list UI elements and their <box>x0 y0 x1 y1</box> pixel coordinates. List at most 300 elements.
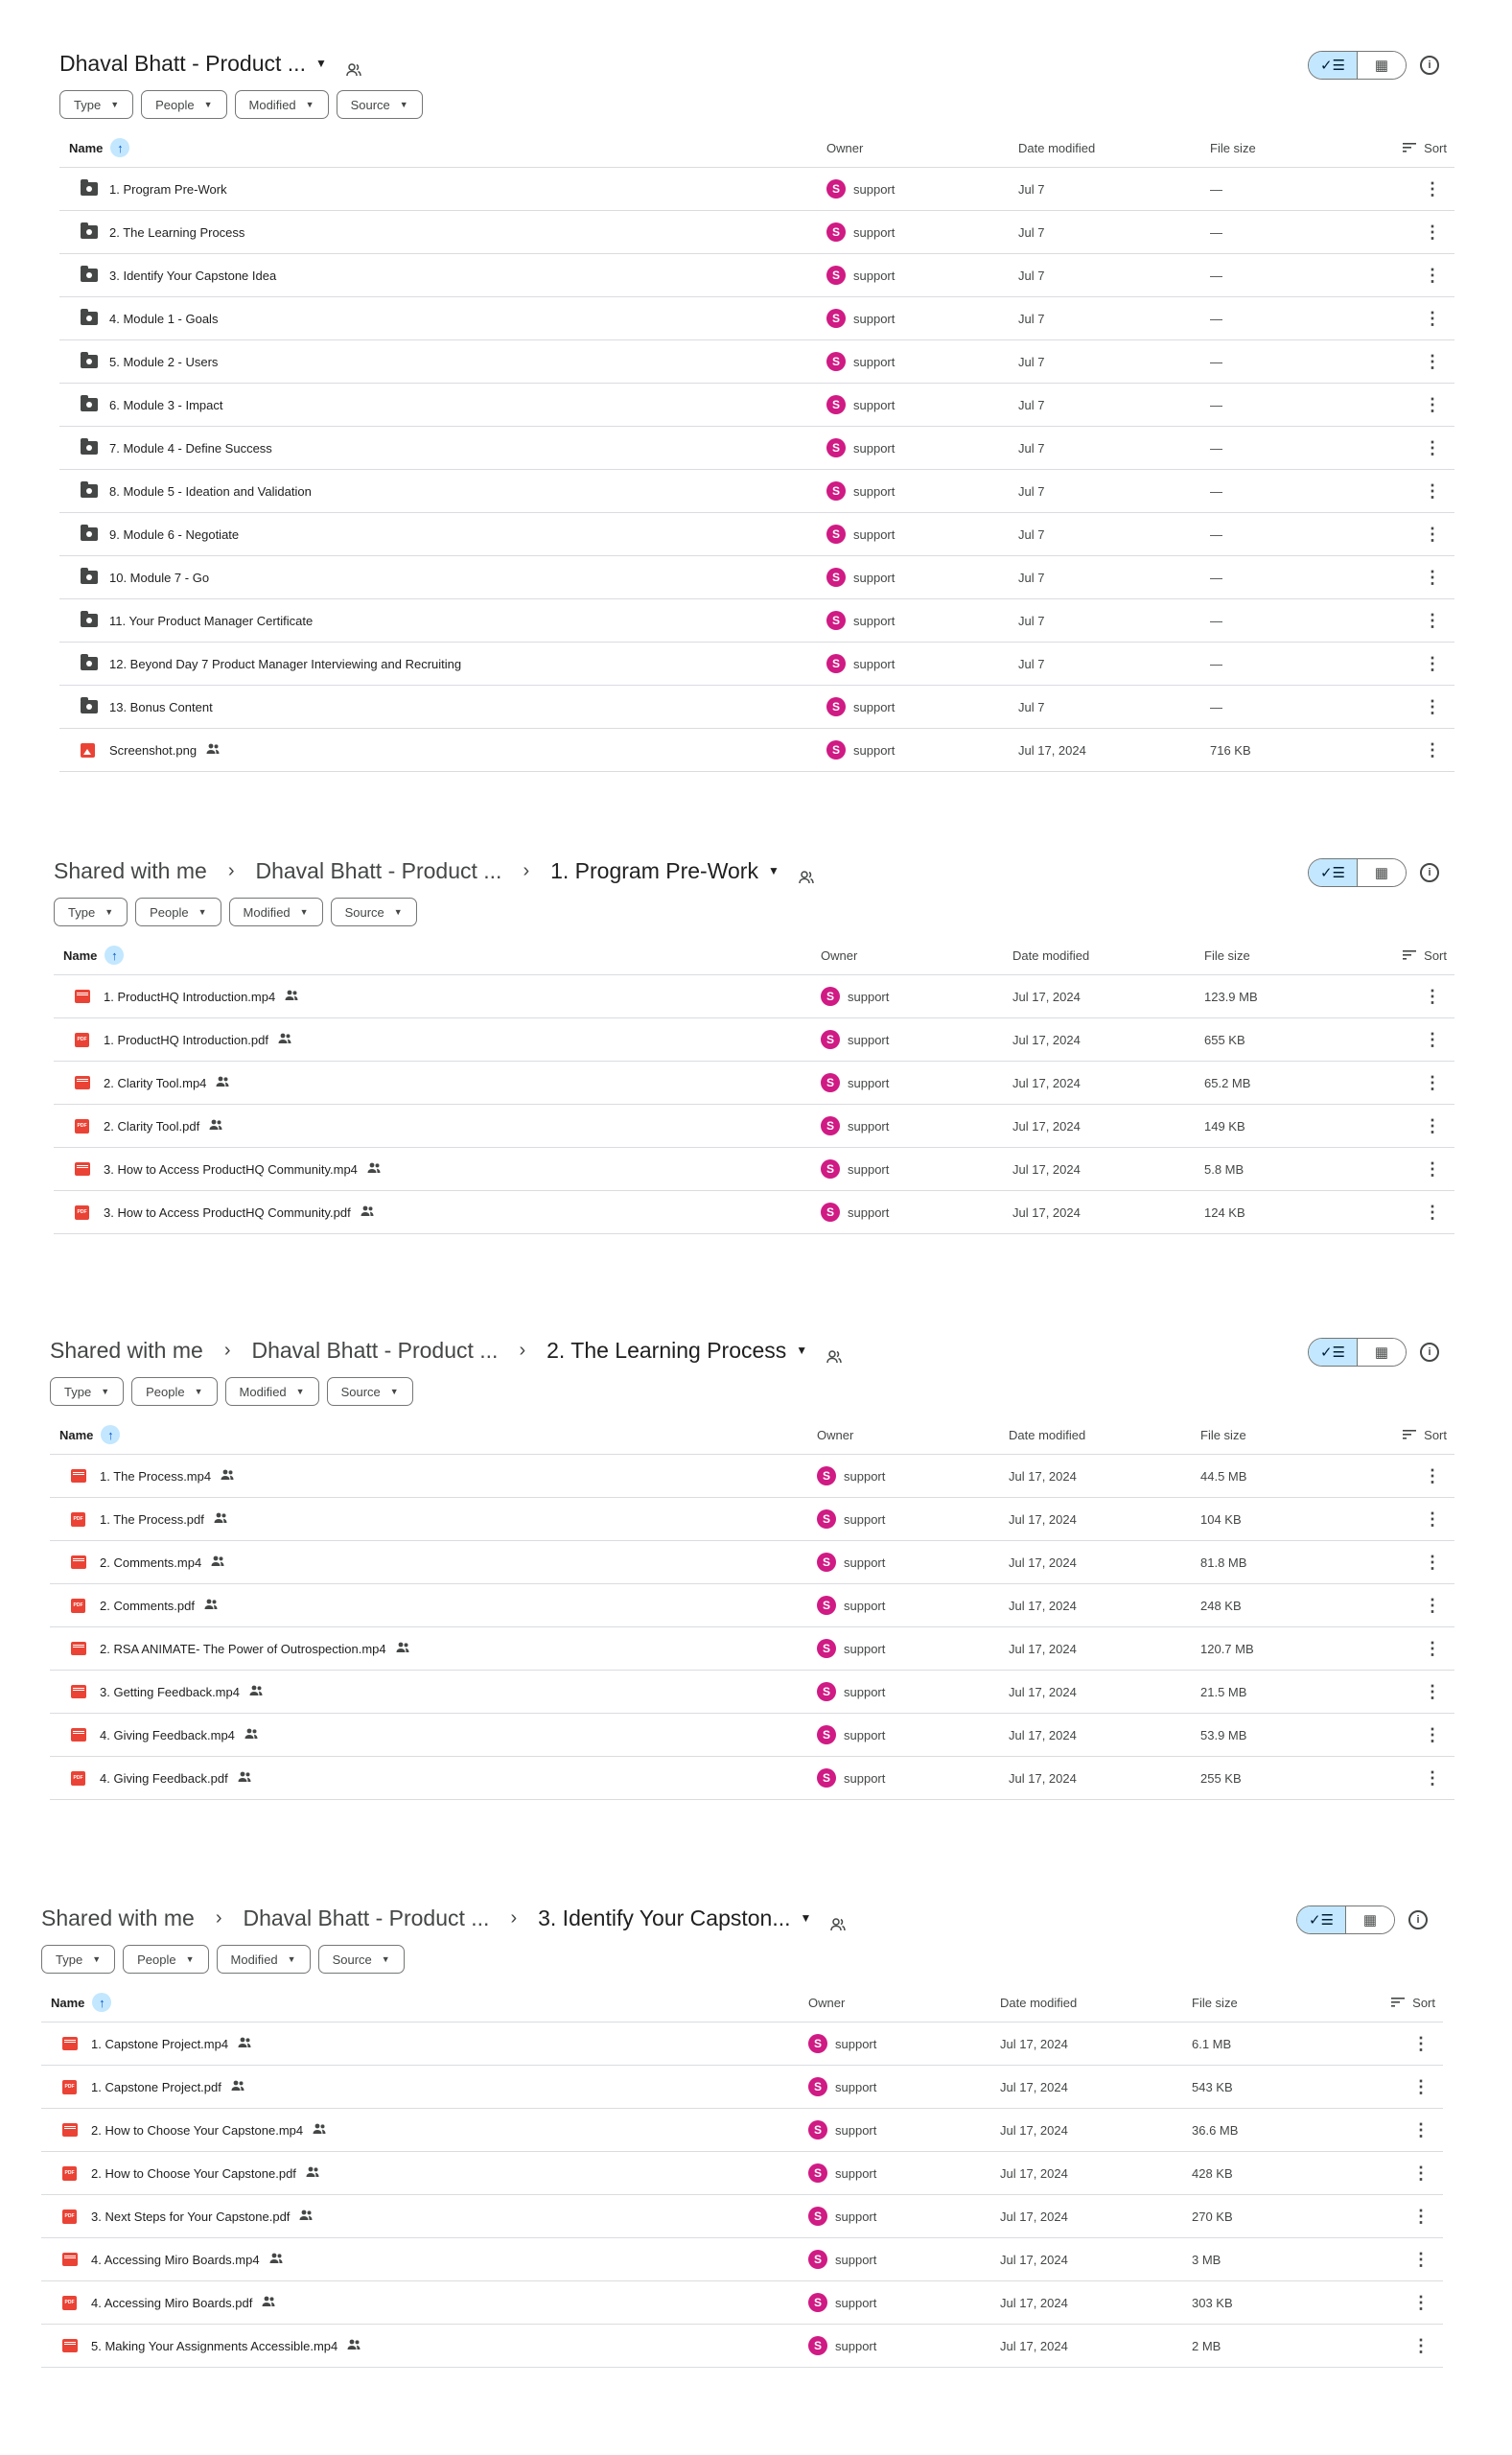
owner-name: support <box>848 1161 890 1177</box>
filter-chip-type[interactable] <box>41 1945 115 1974</box>
pdf-badge-text: PDF <box>73 1775 83 1781</box>
file-name[interactable]: 1. ProductHQ Introduction.mp4 <box>104 989 276 1004</box>
file-name-cell <box>109 513 239 555</box>
file-name[interactable]: 7. Module 4 - Define Success <box>109 440 272 456</box>
more-actions-icon[interactable]: ⋮ <box>1412 2076 1430 2096</box>
avatar: S <box>808 2293 827 2312</box>
breadcrumb-link[interactable]: Dhaval Bhatt - Product ... <box>255 857 502 883</box>
sort-ascending-icon[interactable]: ↑ <box>110 138 129 157</box>
more-actions-icon[interactable]: ⋮ <box>1412 2292 1430 2312</box>
file-name[interactable]: 1. ProductHQ Introduction.pdf <box>104 1032 268 1047</box>
table-row[interactable] <box>54 1018 1454 1062</box>
file-name-cell <box>109 211 244 253</box>
table-row[interactable] <box>50 1584 1454 1627</box>
sort-label: Sort <box>1424 140 1447 155</box>
view-controls <box>1296 1906 1428 1934</box>
more-actions-icon[interactable]: ⋮ <box>1424 1508 1441 1529</box>
file-size: 65.2 MB <box>1204 1075 1251 1090</box>
file-name[interactable]: 2. The Learning Process <box>109 224 245 240</box>
owner-cell <box>808 2152 876 2194</box>
file-size: 104 KB <box>1200 1511 1242 1527</box>
file-name[interactable]: 2. RSA ANIMATE- The Power of Outrospection.mp4 <box>100 1641 386 1656</box>
more-actions-icon[interactable]: ⋮ <box>1424 1552 1441 1572</box>
breadcrumb-current-folder[interactable]: 1. Program Pre-Work <box>550 857 758 883</box>
table-row[interactable] <box>59 470 1454 513</box>
file-size: 543 KB <box>1192 2079 1233 2094</box>
image-file-icon <box>81 729 95 771</box>
more-actions-icon[interactable]: ⋮ <box>1424 265 1441 285</box>
file-name-cell <box>91 2109 326 2151</box>
filter-chip-label: Source <box>350 97 390 112</box>
breadcrumb-link[interactable]: Shared with me <box>41 1905 195 1930</box>
table-row[interactable] <box>50 1455 1454 1498</box>
file-name[interactable]: 3. Identify Your Capstone Idea <box>109 268 277 283</box>
breadcrumb-link[interactable]: Shared with me <box>54 857 207 883</box>
video-file-icon <box>75 975 90 1017</box>
column-header-file-size[interactable]: File size <box>1210 140 1256 155</box>
pdf-file-icon <box>62 2066 77 2108</box>
filter-chip-modified[interactable] <box>217 1945 311 1974</box>
owner-cell <box>821 1062 889 1104</box>
file-size: — <box>1210 570 1222 585</box>
file-name[interactable]: 4. Accessing Miro Boards.mp4 <box>91 2252 260 2267</box>
avatar: S <box>817 1466 836 1485</box>
pdf-file-icon <box>71 1584 85 1626</box>
file-name-cell <box>109 427 272 469</box>
table-row[interactable] <box>54 1148 1454 1191</box>
filter-chip-source[interactable] <box>337 90 423 119</box>
file-name[interactable]: 10. Module 7 - Go <box>109 570 210 585</box>
table-row[interactable] <box>54 975 1454 1018</box>
owner-cell <box>826 643 895 685</box>
table-header <box>54 936 1454 975</box>
more-actions-icon[interactable]: ⋮ <box>1412 2119 1430 2139</box>
filter-chip-label: People <box>150 904 189 920</box>
info-icon[interactable]: i <box>1420 56 1439 75</box>
more-actions-icon[interactable]: ⋮ <box>1424 222 1441 242</box>
folder-file-icon <box>81 556 98 598</box>
filter-chip-people[interactable] <box>131 1377 217 1406</box>
file-name[interactable]: 2. Comments.pdf <box>100 1598 195 1613</box>
filter-chip-modified[interactable] <box>225 1377 319 1406</box>
column-header-file-size[interactable]: File size <box>1192 1995 1238 2010</box>
more-actions-icon[interactable]: ⋮ <box>1424 1115 1441 1135</box>
avatar: S <box>826 611 846 630</box>
grid-view-button[interactable]: ▦ <box>1358 859 1406 886</box>
avatar: S <box>808 2034 827 2053</box>
more-actions-icon[interactable]: ⋮ <box>1424 178 1441 199</box>
date-modified: Jul 17, 2024 <box>1000 2036 1068 2051</box>
filter-chip-people[interactable] <box>141 90 226 119</box>
file-name[interactable]: 4. Giving Feedback.pdf <box>100 1770 228 1786</box>
breadcrumb-current-folder[interactable]: 2. The Learning Process <box>547 1337 787 1363</box>
date-modified: Jul 17, 2024 <box>1000 2252 1068 2267</box>
date-modified: Jul 7 <box>1018 268 1045 283</box>
owner-cell <box>826 168 895 210</box>
file-name-cell <box>109 643 461 685</box>
shared-people-icon <box>262 2296 275 2310</box>
file-name[interactable]: 4. Accessing Miro Boards.pdf <box>91 2295 253 2310</box>
table-row[interactable] <box>50 1541 1454 1584</box>
column-header-name[interactable] <box>69 138 129 157</box>
sort-icon <box>1403 141 1416 155</box>
shared-folder-icon <box>81 657 98 670</box>
more-actions-icon[interactable]: ⋮ <box>1424 480 1441 501</box>
more-actions-icon[interactable]: ⋮ <box>1424 567 1441 587</box>
pdf-file-icon <box>71 1498 85 1540</box>
more-actions-icon[interactable]: ⋮ <box>1412 2163 1430 2183</box>
info-icon[interactable]: i <box>1408 1910 1428 1929</box>
table-row[interactable] <box>59 168 1454 211</box>
dropdown-arrow-icon: ▼ <box>185 1954 195 1964</box>
more-actions-icon[interactable]: ⋮ <box>1424 1638 1441 1658</box>
sort-ascending-icon[interactable]: ↑ <box>101 1425 120 1444</box>
file-name[interactable]: 8. Module 5 - Ideation and Validation <box>109 483 312 499</box>
file-name[interactable]: 2. How to Choose Your Capstone.mp4 <box>91 2122 304 2138</box>
sort-icon <box>1403 948 1416 963</box>
panel-header <box>41 1897 1443 1939</box>
pdf-badge-text: PDF <box>77 1209 87 1215</box>
folder-menu-caret-icon[interactable]: ▼ <box>314 57 327 70</box>
video-file-icon <box>75 1062 90 1104</box>
file-name[interactable]: 3. Getting Feedback.mp4 <box>100 1684 240 1699</box>
dropdown-arrow-icon: ▼ <box>110 100 120 109</box>
file-name[interactable]: 3. How to Access ProductHQ Community.pdf <box>104 1204 351 1220</box>
file-name[interactable]: 13. Bonus Content <box>109 699 213 714</box>
folder-menu-caret-icon[interactable]: ▼ <box>767 864 779 877</box>
table-row[interactable] <box>41 2109 1443 2152</box>
table-row[interactable] <box>59 729 1454 772</box>
date-modified: Jul 7 <box>1018 224 1045 240</box>
column-header-name-label: Name <box>69 140 104 155</box>
file-name[interactable]: 2. How to Choose Your Capstone.pdf <box>91 2165 296 2181</box>
sort-button[interactable] <box>1403 948 1447 963</box>
avatar: S <box>826 481 846 501</box>
file-name[interactable]: 4. Module 1 - Goals <box>109 311 219 326</box>
shared-folder-icon <box>81 398 98 411</box>
owner-cell <box>826 384 895 426</box>
shared-folder-icon <box>81 484 98 498</box>
filter-chip-type[interactable] <box>59 90 133 119</box>
table-row[interactable] <box>59 556 1454 599</box>
more-actions-icon[interactable]: ⋮ <box>1424 653 1441 673</box>
owner-cell <box>808 2281 876 2324</box>
more-actions-icon[interactable]: ⋮ <box>1424 610 1441 630</box>
owner-name: support <box>844 1727 886 1742</box>
shared-people-icon <box>221 1469 234 1484</box>
video-file-icon <box>71 1541 86 1583</box>
owner-cell <box>826 556 895 598</box>
table-row[interactable] <box>41 2066 1443 2109</box>
filter-chip-type[interactable] <box>54 898 128 926</box>
table-row[interactable] <box>41 2152 1443 2195</box>
more-actions-icon[interactable]: ⋮ <box>1424 394 1441 414</box>
file-name[interactable]: 2. Comments.mp4 <box>100 1555 202 1570</box>
file-name-cell <box>109 556 209 598</box>
table-row[interactable] <box>59 211 1454 254</box>
owner-name: support <box>835 2252 877 2267</box>
filter-chip-source[interactable] <box>327 1377 413 1406</box>
more-actions-icon[interactable]: ⋮ <box>1424 437 1441 457</box>
folder-menu-caret-icon[interactable]: ▼ <box>800 1911 812 1925</box>
file-name[interactable]: 2. Clarity Tool.pdf <box>104 1118 200 1134</box>
shared-people-icon <box>216 1076 229 1090</box>
shared-people-icon <box>278 1033 291 1047</box>
video-file-icon <box>71 1714 86 1756</box>
video-file-icon <box>71 1627 86 1670</box>
file-size: 44.5 MB <box>1200 1468 1247 1484</box>
file-size: — <box>1210 354 1222 369</box>
pdf-icon <box>62 2296 77 2310</box>
more-actions-icon[interactable]: ⋮ <box>1424 1465 1441 1485</box>
more-actions-icon[interactable]: ⋮ <box>1412 2033 1430 2053</box>
more-actions-icon[interactable]: ⋮ <box>1412 2249 1430 2269</box>
file-name[interactable]: 12. Beyond Day 7 Product Manager Interviewing and Recruiting <box>109 656 462 671</box>
filter-chip-modified[interactable] <box>235 90 329 119</box>
file-name-cell <box>100 1498 227 1540</box>
table-row[interactable] <box>54 1062 1454 1105</box>
more-actions-icon[interactable]: ⋮ <box>1424 1724 1441 1744</box>
file-name[interactable]: 1. Program Pre-Work <box>109 181 227 197</box>
file-name[interactable]: 11. Your Product Manager Certificate <box>109 613 314 628</box>
date-modified: Jul 17, 2024 <box>1012 1204 1081 1220</box>
file-name-cell <box>100 1714 258 1756</box>
avatar: S <box>817 1596 836 1615</box>
breadcrumb-link[interactable]: Dhaval Bhatt - Product ... <box>251 1337 499 1363</box>
video-icon <box>62 2123 78 2137</box>
breadcrumb-current-folder[interactable]: 3. Identify Your Capston... <box>538 1905 791 1930</box>
breadcrumb-link[interactable]: Dhaval Bhatt - Product ... <box>243 1905 490 1930</box>
column-header-file-size[interactable]: File size <box>1204 947 1250 963</box>
more-actions-icon[interactable]: ⋮ <box>1424 1681 1441 1701</box>
dropdown-arrow-icon: ▼ <box>389 1387 399 1396</box>
column-header-owner: Owner <box>826 140 864 155</box>
grid-view-button[interactable]: ▦ <box>1346 1906 1394 1933</box>
column-header-name-label: Name <box>63 947 98 963</box>
date-modified: Jul 7 <box>1018 483 1045 499</box>
list-view-button[interactable]: ✓☰ <box>1309 859 1358 886</box>
sort-label: Sort <box>1424 947 1447 963</box>
table-row[interactable] <box>59 340 1454 384</box>
avatar: S <box>821 1030 840 1049</box>
shared-people-icon <box>206 743 220 758</box>
more-actions-icon[interactable]: ⋮ <box>1424 696 1441 716</box>
video-file-icon <box>62 2109 78 2151</box>
column-header-name-label: Name <box>51 1995 85 2010</box>
file-size: 248 KB <box>1200 1598 1242 1613</box>
avatar: S <box>808 2207 827 2226</box>
pdf-file-icon <box>62 2195 77 2237</box>
column-header-date-modified[interactable]: Date modified <box>1009 1427 1086 1442</box>
list-view-button[interactable]: ✓☰ <box>1309 1339 1358 1366</box>
pdf-icon <box>71 1512 85 1527</box>
folder-menu-caret-icon[interactable]: ▼ <box>796 1344 808 1357</box>
pdf-icon <box>71 1771 85 1786</box>
breadcrumb-link[interactable]: Shared with me <box>50 1337 203 1363</box>
shared-people-icon <box>285 990 298 1004</box>
more-actions-icon[interactable]: ⋮ <box>1424 1202 1441 1222</box>
grid-view-button[interactable]: ▦ <box>1358 1339 1406 1366</box>
date-modified: Jul 17, 2024 <box>1000 2338 1068 2353</box>
filter-chip-type[interactable] <box>50 1377 124 1406</box>
table-row[interactable] <box>41 2325 1443 2368</box>
filter-chip-source[interactable] <box>331 898 417 926</box>
column-header-file-size[interactable]: File size <box>1200 1427 1246 1442</box>
table-row[interactable] <box>41 2022 1443 2066</box>
more-actions-icon[interactable]: ⋮ <box>1424 739 1441 760</box>
file-name[interactable]: 1. Capstone Project.pdf <box>91 2079 221 2094</box>
more-actions-icon[interactable]: ⋮ <box>1424 986 1441 1006</box>
filter-chip-source[interactable] <box>318 1945 405 1974</box>
avatar: S <box>826 309 846 328</box>
video-icon <box>71 1555 86 1569</box>
table-row[interactable] <box>50 1757 1454 1800</box>
breadcrumb <box>50 1338 842 1364</box>
file-name-cell <box>91 2281 275 2324</box>
table-header <box>41 1983 1443 2022</box>
table-row[interactable] <box>59 427 1454 470</box>
filter-chip-people[interactable] <box>135 898 221 926</box>
more-actions-icon[interactable]: ⋮ <box>1424 1029 1441 1049</box>
table-row[interactable] <box>59 297 1454 340</box>
file-name[interactable]: 5. Module 2 - Users <box>109 354 219 369</box>
more-actions-icon[interactable]: ⋮ <box>1424 351 1441 371</box>
pdf-badge-text: PDF <box>77 1123 87 1129</box>
filter-chip-label: Modified <box>239 1384 287 1399</box>
table-row[interactable] <box>50 1714 1454 1757</box>
shared-people-icon <box>347 2339 361 2353</box>
file-name[interactable]: 6. Module 3 - Impact <box>109 397 223 412</box>
pdf-file-icon <box>75 1105 89 1147</box>
file-size: 124 KB <box>1204 1204 1245 1220</box>
column-header-date-modified[interactable]: Date modified <box>1012 947 1090 963</box>
file-size: — <box>1210 656 1222 671</box>
more-actions-icon[interactable]: ⋮ <box>1424 1158 1441 1179</box>
file-name[interactable]: 2. Clarity Tool.mp4 <box>104 1075 207 1090</box>
date-modified: Jul 17, 2024 <box>1000 2079 1068 2094</box>
table-row[interactable] <box>59 599 1454 643</box>
table-row[interactable] <box>59 254 1454 297</box>
shared-folder-icon <box>81 527 98 541</box>
file-name[interactable]: 1. The Process.mp4 <box>100 1468 212 1484</box>
column-header-name[interactable] <box>63 946 124 965</box>
more-actions-icon[interactable]: ⋮ <box>1412 2335 1430 2355</box>
filter-chip-label: People <box>146 1384 185 1399</box>
filter-chip-people[interactable] <box>123 1945 208 1974</box>
layout-toggle <box>1308 51 1407 80</box>
dropdown-arrow-icon: ▼ <box>203 100 213 109</box>
folder-file-icon <box>81 686 98 728</box>
owner-name: support <box>848 1075 890 1090</box>
video-file-icon <box>75 1148 90 1190</box>
panel-header <box>54 850 1454 892</box>
table-row[interactable] <box>50 1627 1454 1671</box>
shared-people-icon <box>209 1119 222 1134</box>
table-row[interactable] <box>59 686 1454 729</box>
date-modified: Jul 7 <box>1018 526 1045 542</box>
more-actions-icon[interactable]: ⋮ <box>1424 308 1441 328</box>
file-name[interactable]: 3. How to Access ProductHQ Community.mp4 <box>104 1161 358 1177</box>
sort-button[interactable] <box>1391 1996 1435 2010</box>
file-name-cell <box>91 2066 244 2108</box>
grid-view-button[interactable]: ▦ <box>1358 52 1406 79</box>
avatar: S <box>826 568 846 587</box>
owner-cell <box>826 729 895 771</box>
sort-button[interactable] <box>1403 1428 1447 1442</box>
more-actions-icon[interactable]: ⋮ <box>1424 1072 1441 1092</box>
video-icon <box>71 1469 86 1483</box>
video-icon <box>75 1162 90 1176</box>
breadcrumb <box>59 51 361 77</box>
sort-ascending-icon[interactable]: ↑ <box>92 1993 111 2012</box>
column-header-date-modified[interactable]: Date modified <box>1000 1995 1078 2010</box>
info-icon[interactable]: i <box>1420 863 1439 882</box>
file-name[interactable]: 4. Giving Feedback.mp4 <box>100 1727 235 1742</box>
table-row[interactable] <box>54 1105 1454 1148</box>
file-name-cell <box>100 1627 409 1670</box>
date-modified: Jul 17, 2024 <box>1012 1161 1081 1177</box>
file-name[interactable]: 1. Capstone Project.mp4 <box>91 2036 229 2051</box>
list-view-button[interactable]: ✓☰ <box>1297 1906 1346 1933</box>
owner-name: support <box>853 440 896 456</box>
panel-header <box>50 1329 1454 1371</box>
table-row[interactable] <box>59 643 1454 686</box>
table-row[interactable] <box>41 2195 1443 2238</box>
file-name[interactable]: 9. Module 6 - Negotiate <box>109 526 240 542</box>
more-actions-icon[interactable]: ⋮ <box>1412 2206 1430 2226</box>
column-header-name[interactable] <box>59 1425 120 1444</box>
date-modified: Jul 7 <box>1018 397 1045 412</box>
avatar: S <box>826 222 846 242</box>
date-modified: Jul 7 <box>1018 699 1045 714</box>
list-view-button[interactable]: ✓☰ <box>1309 52 1358 79</box>
table-row[interactable] <box>59 513 1454 556</box>
info-icon[interactable]: i <box>1420 1343 1439 1362</box>
table-row[interactable] <box>41 2281 1443 2325</box>
video-icon <box>62 2037 78 2050</box>
file-name[interactable]: 1. The Process.pdf <box>100 1511 204 1527</box>
more-actions-icon[interactable]: ⋮ <box>1424 1595 1441 1615</box>
dropdown-arrow-icon: ▼ <box>393 907 403 917</box>
sort-button[interactable] <box>1403 141 1447 155</box>
file-name-cell <box>104 1018 291 1061</box>
dropdown-arrow-icon: ▼ <box>105 907 114 917</box>
shared-folder-icon <box>81 312 98 325</box>
table-row[interactable] <box>59 384 1454 427</box>
breadcrumb-current-folder[interactable]: Dhaval Bhatt - Product ... <box>59 50 306 76</box>
table-row[interactable] <box>54 1191 1454 1234</box>
sort-ascending-icon[interactable]: ↑ <box>105 946 124 965</box>
column-header-name[interactable] <box>51 1993 111 2012</box>
column-header-date-modified[interactable]: Date modified <box>1018 140 1096 155</box>
table-row[interactable] <box>41 2238 1443 2281</box>
table-row[interactable] <box>50 1671 1454 1714</box>
file-size: — <box>1210 311 1222 326</box>
date-modified: Jul 17, 2024 <box>1018 742 1086 758</box>
file-name[interactable]: Screenshot.png <box>109 742 198 758</box>
file-name[interactable]: 5. Making Your Assignments Accessible.mp4 <box>91 2338 338 2353</box>
file-name[interactable]: 3. Next Steps for Your Capstone.pdf <box>91 2209 291 2224</box>
owner-cell <box>808 2325 876 2367</box>
pdf-badge-text: PDF <box>64 2170 75 2176</box>
date-modified: Jul 17, 2024 <box>1009 1511 1077 1527</box>
more-actions-icon[interactable]: ⋮ <box>1424 524 1441 544</box>
file-name-cell <box>109 729 220 771</box>
more-actions-icon[interactable]: ⋮ <box>1424 1767 1441 1788</box>
owner-name: support <box>853 526 896 542</box>
table-row[interactable] <box>50 1498 1454 1541</box>
filter-chip-modified[interactable] <box>229 898 323 926</box>
